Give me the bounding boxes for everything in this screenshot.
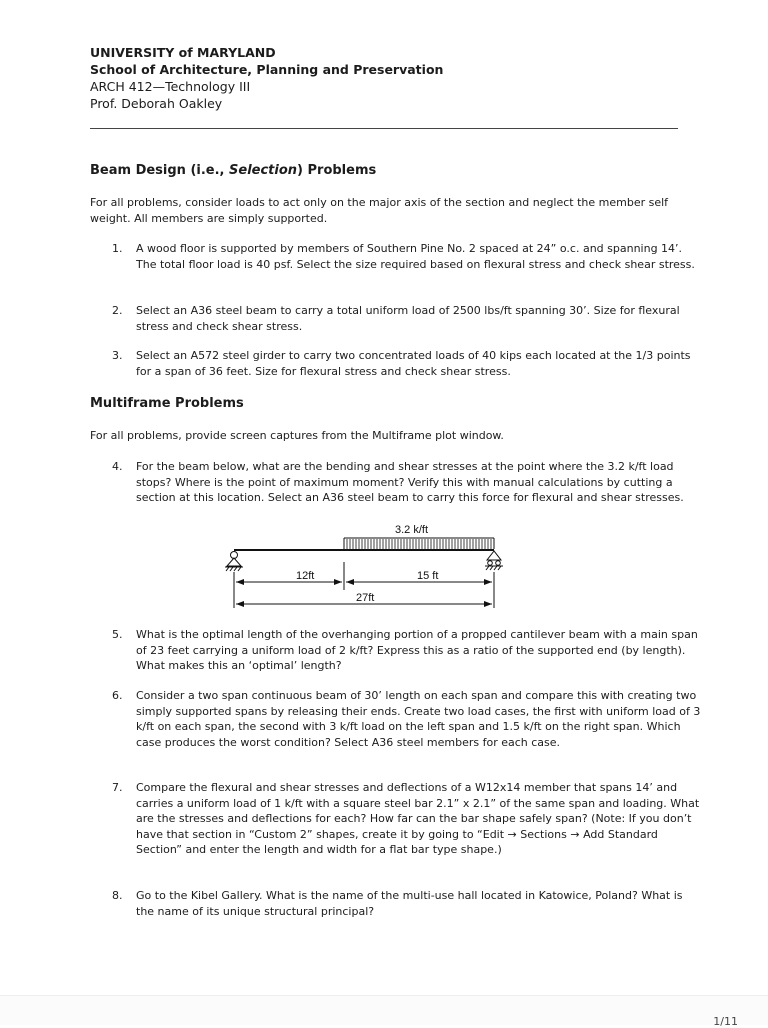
total-span-label: 27ft [356,592,375,604]
problem-number: 1. [112,242,123,255]
problem-text: A wood floor is supported by members of Southern Pine No. 2 spaced at 24” o.c. and spanning 14’. The total floor load is 40 psf. Select the size required based on flexural stress and check shear stress. [136,242,695,271]
multiframe-heading: Multiframe Problems [90,396,244,411]
beam-load-diagram [220,520,510,612]
left-pin-support [225,552,243,572]
page-number: 1/11 [713,1015,738,1028]
problem-number: 5. [112,628,123,641]
problem-text: What is the optimal length of the overhanging portion of a propped cantilever beam with a main span of 23 feet carrying a uniform load of 2 k/ft? Express this as a ratio of the supported end (by length). What makes this an ‘optimal’ length? [136,628,698,672]
course-title: ARCH 412—Technology III [90,79,251,94]
problem-text: Compare the flexural and shear stresses and deflections of a W12x14 member that spans 14’ and carries a uniform load of 1 k/ft with a square steel bar 2.1” x 2.1” of the same span and loading. What are the stresses and deflections for each? How far can the bar shape safely span? (Note: If you don’t have that section in “Custom 2” shapes, create it by going to “Edit → Sections → Add Standard Section” and enter the length and width for a flat bar type shape.) [136,781,700,856]
problem-number: 4. [112,460,123,473]
professor-name: Prof. Deborah Oakley [90,96,223,111]
problem-text: Go to the Kibel Gallery. What is the name of the multi-use hall located in Katowice, Poland? What is the name of its unique structural principal? [136,889,683,918]
distributed-load-mark [344,538,494,549]
right-roller-support [485,551,503,570]
header-divider [90,128,678,129]
problem-number: 3. [112,349,123,362]
problem-text: Select an A572 steel girder to carry two concentrated loads of 40 kips each located at the 1/3 points for a span of 36 feet. Size for flexural stress and check shear stress. [136,349,691,378]
right-span-label: 15 ft [417,570,439,582]
next-page-edge [0,995,768,1025]
problem-text: For the beam below, what are the bending and shear stresses at the point where the 3.2 k/ft load stops? Where is the point of maximum moment? Verify this with manual calculations by cutting a section at this location. Select an A36 steel beam to carry this force for flexural and shear stresses. [136,460,684,504]
school-name: School of Architecture, Planning and Preservation [90,62,444,77]
problem-text: Consider a two span continuous beam of 30’ length on each span and compare this with creating two simply supported spans by releasing their ends. Create two load cases, the first with uniform load of 3 k/ft on each span, the second with 3 k/ft load on the left span and 1.5 k/ft on the right span. Which case produces the worst condition? Select A36 steel members for each case. [136,689,701,749]
multiframe-intro: For all problems, provide screen captures from the Multiframe plot window. [90,429,504,442]
load-label: 3.2 k/ft [395,524,429,536]
left-span-dimension [236,579,342,585]
document-header [90,44,443,112]
beam-design-heading [90,163,376,178]
beam-heading-italic: Selection [229,163,298,178]
left-span-label: 12ft [296,570,315,582]
beam-section-intro: For all problems, consider loads to act only on the major axis of the section and neglect the member self weight. All members are simply supported. [90,196,669,225]
problem-text: Select an A36 steel beam to carry a total uniform load of 2500 lbs/ft spanning 30’. Size for flexural stress and check shear stress. [136,304,680,333]
problem-number: 6. [112,689,123,702]
problem-number: 2. [112,304,123,317]
beam-heading-prefix: Beam Design (i.e., [90,163,230,178]
problem-number: 7. [112,781,123,794]
university-name: UNIVERSITY of MARYLAND [90,45,276,60]
beam-heading-suffix: ) Problems [297,163,377,178]
problem-number: 8. [112,889,123,902]
